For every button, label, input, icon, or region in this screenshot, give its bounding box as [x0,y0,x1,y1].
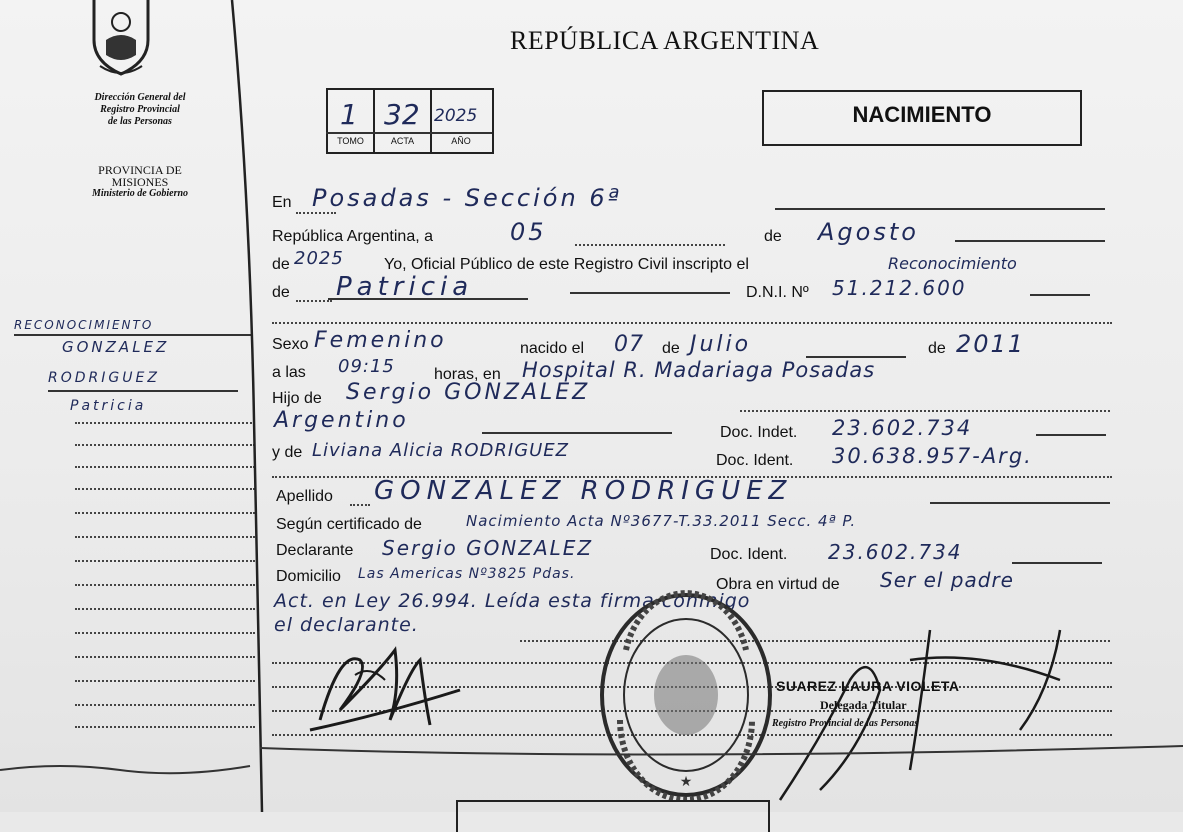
sexo-label: Sexo [272,336,309,353]
birth-year-value: 2011 [956,330,1026,358]
segun-label: Según certificado de [276,516,422,533]
declarante-label: Declarante [276,542,354,559]
obra-text-value: Act. en Ley 26.994. Leída esta firma conmigo [274,590,751,612]
mother-doc-value: 30.638.957-Arg. [832,444,1033,468]
hijo-label: Hijo de [272,390,322,407]
form-dotted-line [272,322,1112,324]
acta-value: 32 [384,98,420,131]
doc-indet-label: Doc. Indet. [720,424,798,441]
declarant-signature [300,630,470,740]
officer-text: Yo, Oficial Público de este Registro Civil inscripto el [384,256,749,273]
province-line: PROVINCIA DE [98,163,182,177]
column-separator [0,0,303,812]
form-dotted-line [350,504,370,506]
domicilio-label: Domicilio [276,568,341,585]
margin-note-line: RECONOCIMIENTO [14,318,154,332]
anio-label: AÑO [451,136,471,146]
record-box-divider [326,132,492,134]
form-fill-line [955,240,1105,242]
en-label: En [272,194,292,211]
form-dotted-line [575,244,725,246]
form-fill-line [930,502,1110,504]
margin-note-line: RODRIGUEZ [48,370,160,386]
declarante-value: Sergio GONZALEZ [382,536,594,560]
de4-label: de [928,340,946,357]
year-value: 2025 [294,248,344,269]
mother-value: Liviana Alicia RODRIGUEZ [312,440,570,461]
form-fill-line [1030,294,1090,296]
doc-ident2-label: Doc. Ident. [710,546,788,563]
form-fill-line [1012,562,1102,564]
month-value: Agosto [818,218,919,246]
dni-value: 51.212.600 [832,276,967,300]
form-fill-line [775,208,1105,210]
y-de-label: y de [272,444,303,461]
margin-note-line: GONZALEZ [62,338,170,356]
birth-time-value: 09:15 [338,356,395,377]
nacido-label: nacido el [520,340,585,357]
father-value: Sergio GONZALEZ [346,380,591,405]
place-value: Posadas - Sección 6ª [312,184,622,212]
doc-ident-label: Doc. Ident. [716,452,794,469]
acta-label: ACTA [390,136,415,146]
obra-text-value: el declarante. [274,614,419,636]
surname-value: GONZALEZ RODRIGUEZ [374,476,793,506]
institution-line: de las Personas [108,116,172,127]
svg-text:★: ★ [679,774,693,790]
republica-label: República Argentina, a [272,228,433,245]
next-record-box [456,800,770,832]
obra-label: Obra en virtud de [716,576,840,593]
province-line: MISIONES [111,175,169,189]
margin-note-line: Patricia [70,398,147,414]
form-fill-line [482,432,672,434]
a-las-label: a las [272,364,306,381]
de2-label: de [272,284,290,301]
form-dotted-line [296,300,332,302]
year-prefix-label: de [272,256,290,273]
form-dotted-line [296,212,336,214]
form-fill-line [1036,434,1106,436]
tomo-value: 1 [340,98,358,131]
domicilio-value: Las Americas Nº3825 Pdas. [358,566,576,582]
officer-title: Delegada Titular [820,698,907,712]
country-title: REPÚBLICA ARGENTINA [510,26,820,55]
inscription-type-value: Reconocimiento [888,254,1017,273]
de3-label: de [662,340,680,357]
record-type-title: NACIMIENTO [852,102,992,127]
name-value: Patricia [336,272,474,302]
day-value: 05 [510,218,547,246]
birth-place-value: Hospital R. Madariaga Posadas [522,358,876,382]
dni-label: D.N.I. Nº [746,284,809,301]
officer-name: SUAREZ LAURA VIOLETA [776,678,960,694]
institution-line: Registro Provincial [100,104,180,115]
officer-office: Registro Provincial de las Personas [772,718,919,729]
institution-line: Dirección General del [94,92,186,103]
sexo-value: Femenino [314,328,447,353]
form-fill-line [570,292,730,294]
de-label: de [764,228,782,245]
anio-value: 2025 [434,106,478,126]
birth-month-value: Julio [690,332,752,357]
birth-day-value: 07 [614,332,644,357]
father-nationality-value: Argentino [274,408,409,433]
declarante-doc-value: 23.602.734 [828,540,963,564]
ministry-line: Ministerio de Gobierno [91,188,189,199]
form-dotted-line [740,410,1110,412]
apellido-label: Apellido [276,488,333,505]
father-doc-value: 23.602.734 [832,416,973,440]
certificate-value: Nacimiento Acta Nº3677-T.33.2011 Secc. 4ª P. [466,512,857,530]
tomo-label: TOMO [337,136,364,146]
name-underline [328,298,528,300]
obra-text-value: Ser el padre [880,568,1014,592]
horas-label: horas, en [434,366,501,383]
